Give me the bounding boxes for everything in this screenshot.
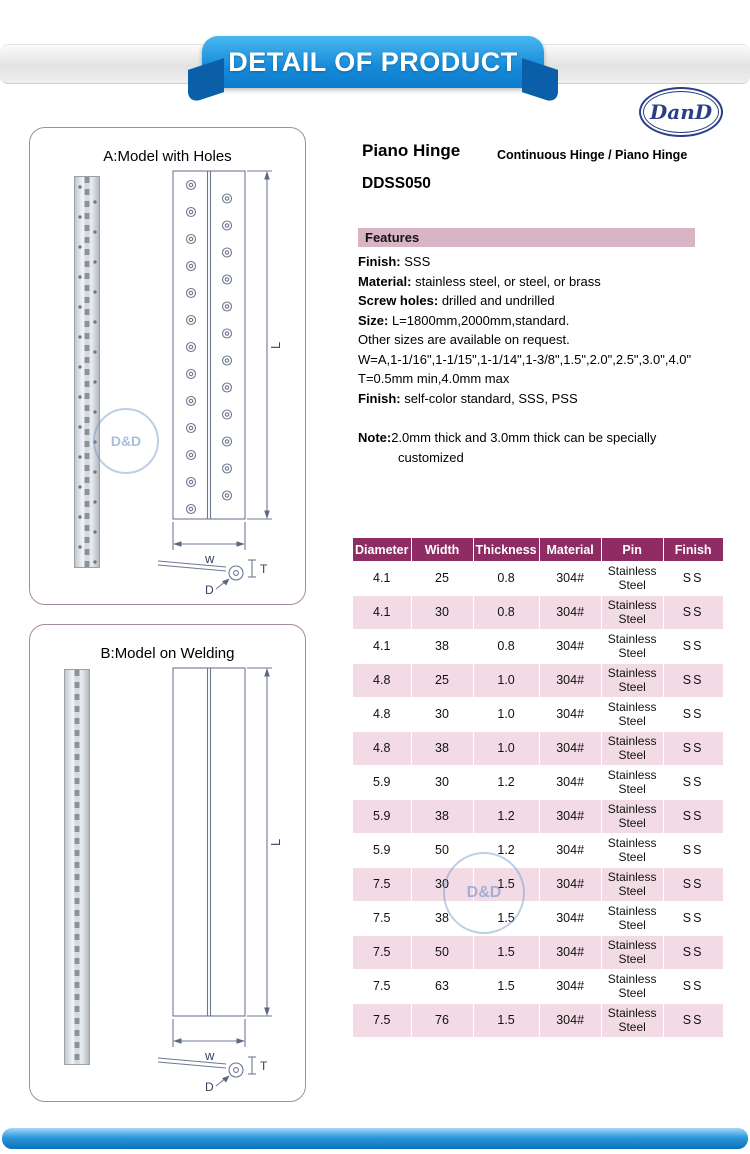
hinge-welded-photo: [64, 669, 90, 1065]
cross-section-drawing: [156, 546, 286, 598]
dimension-label-thickness: T: [260, 1059, 268, 1073]
table-cell: SS: [663, 698, 723, 732]
table-cell: 50: [411, 834, 473, 868]
table-cell: SS: [663, 902, 723, 936]
table-cell: 304#: [539, 562, 601, 596]
table-cell: 1.5: [473, 868, 539, 902]
table-row: [353, 698, 724, 732]
table-cell: Stainless Steel: [601, 800, 663, 834]
column-header: Diameter: [353, 538, 412, 562]
table-cell: 50: [411, 936, 473, 970]
table-cell: Stainless Steel: [601, 732, 663, 766]
panel-b-title: B:Model on Welding: [100, 645, 235, 662]
table-cell: 38: [411, 902, 473, 936]
table-cell: 5.9: [353, 800, 412, 834]
table-cell: 0.8: [473, 562, 539, 596]
table-row: [353, 834, 724, 868]
table-cell: 304#: [539, 698, 601, 732]
table-cell: 1.0: [473, 698, 539, 732]
panel-model-on-welding: [29, 624, 306, 1102]
dimension-label-diameter: D: [205, 583, 214, 597]
table-cell: Stainless Steel: [601, 562, 663, 596]
table-row: [353, 970, 724, 1004]
brand-logo: [639, 87, 723, 137]
table-cell: SS: [663, 970, 723, 1004]
table-cell: Stainless Steel: [601, 596, 663, 630]
feature-line: Note:2.0mm thick and 3.0mm thick can be specially: [358, 430, 657, 445]
feature-line: Finish: SSS: [358, 254, 431, 269]
table-cell: Stainless Steel: [601, 902, 663, 936]
table-cell: SS: [663, 834, 723, 868]
dimension-label-thickness: T: [260, 562, 268, 576]
table-cell: 1.2: [473, 766, 539, 800]
table-cell: 30: [411, 766, 473, 800]
table-cell: SS: [663, 630, 723, 664]
table-cell: 63: [411, 970, 473, 1004]
table-cell: SS: [663, 732, 723, 766]
feature-line: Finish: self-color standard, SSS, PSS: [358, 390, 578, 406]
footer-band: [2, 1128, 748, 1149]
table-cell: SS: [663, 664, 723, 698]
table-cell: 1.0: [473, 732, 539, 766]
table-cell: 304#: [539, 970, 601, 1004]
table-cell: 4.1: [353, 630, 412, 664]
feature-line: customized: [398, 449, 464, 465]
column-header: Width: [411, 538, 473, 562]
table-cell: Stainless Steel: [601, 630, 663, 664]
table-cell: 4.8: [353, 732, 412, 766]
column-header: Pin: [601, 538, 663, 562]
table-row: [353, 664, 724, 698]
table-cell: 0.8: [473, 596, 539, 630]
table-cell: 7.5: [353, 936, 412, 970]
column-header: Finish: [663, 538, 723, 562]
spec-table-body: [353, 562, 724, 1038]
table-cell: 0.8: [473, 630, 539, 664]
feature-line: Other sizes are available on request.: [358, 332, 570, 347]
table-cell: Stainless Steel: [601, 698, 663, 732]
table-cell: 5.9: [353, 834, 412, 868]
table-cell: Stainless Steel: [601, 766, 663, 800]
dimension-label-diameter: D: [205, 1080, 214, 1094]
table-cell: 30: [411, 698, 473, 732]
table-cell: Stainless Steel: [601, 936, 663, 970]
table-cell: 304#: [539, 936, 601, 970]
table-cell: 38: [411, 630, 473, 664]
table-cell: 1.2: [473, 834, 539, 868]
table-cell: 304#: [539, 664, 601, 698]
table-cell: 7.5: [353, 1004, 412, 1038]
table-row: [353, 936, 724, 970]
feature-line: Material: stainless steel, or steel, or brass: [358, 273, 601, 289]
column-header: Material: [539, 538, 601, 562]
banner-title: DETAIL OF PRODUCT: [228, 46, 518, 77]
panel-model-with-holes: [29, 127, 306, 605]
table-cell: 1.5: [473, 970, 539, 1004]
table-cell: 304#: [539, 596, 601, 630]
product-category: Continuous Hinge / Piano Hinge: [497, 148, 688, 162]
table-cell: 304#: [539, 868, 601, 902]
table-cell: 4.8: [353, 698, 412, 732]
table-cell: Stainless Steel: [601, 1004, 663, 1038]
table-cell: 30: [411, 596, 473, 630]
holes-group: [187, 181, 232, 514]
table-cell: 1.5: [473, 1004, 539, 1038]
table-cell: SS: [663, 936, 723, 970]
table-cell: 304#: [539, 732, 601, 766]
table-cell: 38: [411, 800, 473, 834]
hinge-with-holes-drawing: [158, 166, 318, 566]
table-cell: 4.1: [353, 562, 412, 596]
table-cell: 1.0: [473, 664, 539, 698]
table-cell: 7.5: [353, 902, 412, 936]
table-cell: 1.5: [473, 936, 539, 970]
hinge-welded-drawing: [158, 663, 318, 1063]
table-cell: 304#: [539, 1004, 601, 1038]
table-cell: 25: [411, 664, 473, 698]
column-header: Thickness: [473, 538, 539, 562]
table-row: [353, 800, 724, 834]
table-cell: 1.5: [473, 902, 539, 936]
spec-table: [352, 537, 724, 1038]
table-cell: Stainless Steel: [601, 664, 663, 698]
watermark-logo: D&D: [443, 852, 525, 934]
table-cell: 5.9: [353, 766, 412, 800]
table-cell: SS: [663, 1004, 723, 1038]
table-cell: 304#: [539, 766, 601, 800]
dimension-label-length: L: [268, 838, 283, 846]
table-row: [353, 766, 724, 800]
table-cell: 1.2: [473, 800, 539, 834]
table-cell: 304#: [539, 800, 601, 834]
table-cell: 76: [411, 1004, 473, 1038]
table-cell: SS: [663, 766, 723, 800]
features-header: Features: [358, 228, 695, 247]
table-row: [353, 630, 724, 664]
product-model: DDSS050: [362, 175, 431, 192]
banner-ribbon: [202, 36, 544, 88]
feature-line: W=A,1-1/16",1-1/15",1-1/14",1-3/8",1.5",2.0",2.5",3.0",4.0": [358, 351, 692, 367]
feature-line: Screw holes: drilled and undrilled: [358, 293, 555, 308]
feature-line: Size: L=1800mm,2000mm,standard.: [358, 312, 570, 328]
table-cell: 4.1: [353, 596, 412, 630]
table-cell: 25: [411, 562, 473, 596]
dimension-label-width: w: [205, 551, 215, 566]
panel-a-title: A:Model with Holes: [103, 148, 232, 165]
table-row: [353, 902, 724, 936]
table-cell: Stainless Steel: [601, 868, 663, 902]
table-cell: SS: [663, 596, 723, 630]
table-cell: 304#: [539, 834, 601, 868]
table-cell: SS: [663, 868, 723, 902]
table-cell: Stainless Steel: [601, 970, 663, 1004]
table-cell: 304#: [539, 902, 601, 936]
dimension-label-length: L: [268, 341, 283, 349]
table-row: [353, 1004, 724, 1038]
table-row: [353, 596, 724, 630]
hinge-with-holes-photo: [74, 176, 100, 568]
table-cell: 4.8: [353, 664, 412, 698]
spec-table-header-row: [353, 538, 724, 562]
table-cell: 30: [411, 868, 473, 902]
table-cell: SS: [663, 800, 723, 834]
table-cell: SS: [663, 562, 723, 596]
table-row: [353, 732, 724, 766]
watermark-logo: D&D: [93, 408, 159, 474]
table-row: [353, 868, 724, 902]
feature-line: T=0.5mm min,4.0mm max: [358, 371, 510, 386]
features-list: [358, 252, 720, 467]
table-cell: 7.5: [353, 868, 412, 902]
cross-section-drawing: [156, 1043, 286, 1095]
table-cell: 304#: [539, 630, 601, 664]
table-cell: Stainless Steel: [601, 834, 663, 868]
table-cell: 38: [411, 732, 473, 766]
dimension-label-width: w: [205, 1048, 215, 1063]
table-row: [353, 562, 724, 596]
table-cell: 7.5: [353, 970, 412, 1004]
brand-name: DanD: [649, 100, 713, 124]
product-title: Piano Hinge: [362, 141, 461, 160]
